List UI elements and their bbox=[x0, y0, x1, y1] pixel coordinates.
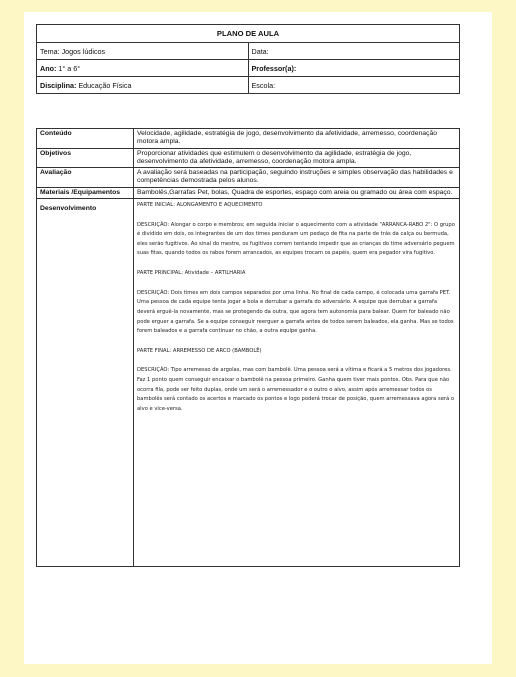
desenvolvimento-text bbox=[137, 200, 456, 426]
parte-final-description: DESCRIÇÃO: Tipo arremesso de argolas, mas com bambolê. Uma pessoa será a vítima e ficará a 5 metros dos jogadores. Faz 1 ponto quem conseguir encaixar o bambolê na pessoa primeiro. Ganha quem tiver mais pontos. Obs. Para que não ocorra fila, pode ser feito duplas, onde um será o arremessador e o outro o alvo, assim após arremessar todos os bambolês será contado os acertos e marcado os pontos e logo poderá trocar de posição, quem arremessava agora será o alvo e vice-versa. bbox=[137, 367, 455, 412]
parte-inicial-heading: PARTE INICIAL: ALONGAMENTO E AQUECIMENTO bbox=[137, 201, 263, 208]
disciplina-label: Disciplina: bbox=[40, 80, 77, 90]
parte-principal-description: DESCRIÇÃO: Dois times em dois campos separados por uma linha. No final de cada campo, é colocada uma garrafa PET. Uma pessoa de cada equipe tenta jogar a bola e derrubar a garrafa do adversário. A equipe que derrubar a garrafa deverá erguê-la novamente, mas se protegendo da outra, que agora tem autonomia para balear. Quem for baleado não pode erguer a garrafa. Se a equipe conseguir reerguer a garrafa antes de todos serem baleados, ela ganha. Mas se todos forem baleados e a garrafa continuar no chão, a outra equipe ganha. bbox=[137, 289, 454, 335]
table-row bbox=[37, 148, 460, 168]
table-row bbox=[37, 187, 460, 198]
table-row bbox=[37, 129, 460, 149]
professor-cell: Professor(a): bbox=[248, 60, 460, 77]
escola-cell: Escola: bbox=[248, 77, 460, 94]
parte-final-heading: PARTE FINAL: ARREMESSO DE ARCO (BAMBOLÊ) bbox=[137, 347, 262, 354]
desenvolvimento-label: Desenvolvimento bbox=[37, 198, 134, 566]
ano-cell bbox=[37, 60, 249, 77]
conteudo-label: Conteúdo bbox=[37, 129, 134, 149]
ano-label: Ano: bbox=[40, 63, 57, 73]
disciplina-value: Educação Física bbox=[76, 80, 132, 90]
document-title: PLANO DE AULA bbox=[37, 25, 460, 43]
desenvolvimento-value bbox=[134, 198, 460, 566]
document-page bbox=[24, 12, 492, 664]
materiais-label: Materiais /Equipamentos bbox=[37, 187, 134, 198]
objetivos-label: Objetivos bbox=[37, 148, 134, 168]
table-row bbox=[37, 198, 460, 566]
ano-value: 1° a 6° bbox=[56, 63, 81, 73]
conteudo-value: Velocidade, agilidade, estratégia de jogo, desenvolvimento da afetividade, arremesso, coordenação motora ampla. bbox=[134, 129, 460, 149]
header-table bbox=[36, 24, 460, 94]
avaliacao-value: A avaliação será baseadas na participação, seguindo instruções e simples observação das habilidades e competências demostrada pelos alunos. bbox=[134, 168, 460, 188]
content-table bbox=[36, 128, 460, 567]
tema-cell: Tema: Jogos lúdicos bbox=[37, 43, 249, 60]
disciplina-cell bbox=[37, 77, 249, 94]
data-cell: Data: bbox=[248, 43, 460, 60]
avaliacao-label: Avaliação bbox=[37, 168, 134, 188]
parte-principal-heading: PARTE PRINCIPAL: Atividade – ARTILHARIA bbox=[137, 270, 246, 277]
table-row bbox=[37, 168, 460, 188]
parte-inicial-description: DESCRIÇÃO: Alongar o corpo e membros; em seguida iniciar o aquecimento com a atividade "ARRANCA-RABO 2": O grupo é dividido em dois, os integrantes de um dos times penduram um pedaço de fita na parte de trás da calça ou bermuda, eles serão fugitivos. Ao sinal do mestre, os fugitivos correm tentando impedir que as crianças do time adversário peguem suas fitas, quando todos os rabos forem arrancados, as equipes trocam os papéis, quem era pegador vira fugitivo. bbox=[137, 221, 455, 257]
objetivos-value: Proporcionar atividades que estimulem o desenvolvimento da agilidade, estratégia de jogo, desenvolvimento da afetividade, arremesso, coordenação motora ampla. bbox=[134, 148, 460, 168]
materiais-value: Bambolês,Garrafas Pet, bolas, Quadra de esportes, espaço com areia ou gramado ou área com espaço. bbox=[134, 187, 460, 198]
